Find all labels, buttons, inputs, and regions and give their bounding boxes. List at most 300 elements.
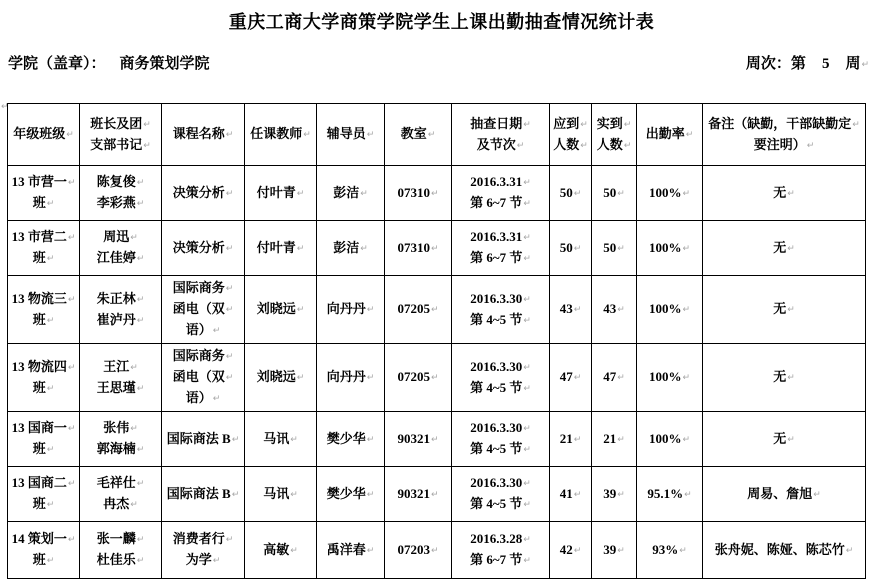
table-cell xyxy=(8,276,80,344)
paragraph-mark-icon: ↵ xyxy=(296,305,305,315)
header-cell xyxy=(80,104,162,166)
cell-line: 杜佳乐↵ xyxy=(96,552,145,567)
cell-line: 100%↵ xyxy=(648,301,691,316)
cell-line: 出勤率↵ xyxy=(645,126,694,141)
cell-line: 班↵ xyxy=(32,379,55,395)
college-line xyxy=(8,52,210,73)
week-number: 5 xyxy=(821,56,830,72)
paragraph-mark-icon: ↵ xyxy=(430,243,439,254)
paragraph-mark-icon: ↵ xyxy=(67,178,76,188)
cell-line: 50↵ xyxy=(603,184,625,200)
cell-line: 备注（缺勤，干部缺勤定↵ xyxy=(708,115,860,131)
paragraph-mark-icon: ↵ xyxy=(225,284,234,294)
cell-line: 禹洋春↵ xyxy=(326,541,375,557)
paragraph-mark-icon: ↵ xyxy=(136,294,145,305)
cell-line: 王思瑾↵ xyxy=(96,379,145,395)
cell-line: 李彩燕↵ xyxy=(96,195,145,210)
paragraph-mark-icon: ↵ xyxy=(573,305,582,315)
table-cell xyxy=(592,166,637,221)
cell-line: 语）↵ xyxy=(185,390,221,405)
table-cell xyxy=(592,412,637,467)
table-cell xyxy=(8,221,80,276)
cell-line: 13 市营一↵ xyxy=(11,174,76,189)
cell-line: 无↵ xyxy=(773,430,795,446)
college-name: 商务策划学院 xyxy=(119,56,210,72)
cell-line: 国际商法 B↵ xyxy=(166,430,240,446)
paragraph-mark-icon: ↵ xyxy=(617,434,625,445)
table-cell xyxy=(162,166,245,221)
cell-line: 毛祥仕↵ xyxy=(96,475,145,490)
table-cell xyxy=(162,276,245,344)
cell-line: 100%↵ xyxy=(648,239,691,255)
cell-line: 21↵ xyxy=(559,430,582,446)
header-cell xyxy=(385,104,452,166)
cell-line: 为学↵ xyxy=(185,552,221,567)
paragraph-mark-icon: ↵ xyxy=(225,305,234,315)
table-cell xyxy=(245,522,317,579)
table-cell xyxy=(245,221,317,276)
paragraph-mark-icon: ↵ xyxy=(212,394,221,404)
table-cell xyxy=(452,344,550,412)
table-header-row xyxy=(8,104,866,166)
paragraph-mark-icon: ↵ xyxy=(136,199,145,209)
cell-line: 无↵ xyxy=(773,369,795,384)
cell-line: 国际商法 B↵ xyxy=(166,485,240,501)
cell-line: 付叶青↵ xyxy=(256,239,305,255)
cell-line: 张舟妮、陈娅、陈芯竹↵ xyxy=(714,541,854,557)
table-cell xyxy=(550,221,592,276)
paragraph-mark-icon: ↵ xyxy=(136,383,145,394)
table-cell xyxy=(550,412,592,467)
table-cell xyxy=(703,412,866,467)
paragraph-mark-icon: ↵ xyxy=(225,373,234,383)
table-cell xyxy=(162,522,245,579)
table-cell xyxy=(162,221,245,276)
table-cell xyxy=(637,166,703,221)
paragraph-mark-icon: ↵ xyxy=(516,140,525,151)
table-cell xyxy=(80,344,162,412)
cell-line: 江佳婷↵ xyxy=(96,250,145,265)
cell-line: 及节次↵ xyxy=(476,136,525,152)
cell-line: 07310↵ xyxy=(397,239,439,255)
paragraph-mark-icon: ↵ xyxy=(130,500,138,510)
header-cell xyxy=(703,104,866,166)
cell-line: 班↵ xyxy=(32,552,55,567)
cell-line: 39↵ xyxy=(603,485,625,501)
table-cell xyxy=(452,467,550,522)
paragraph-mark-icon: ↵ xyxy=(787,434,795,445)
table-row xyxy=(8,166,866,221)
paragraph-mark-icon: ↵ xyxy=(787,188,795,199)
cell-line: 2016.3.28↵ xyxy=(470,531,531,546)
paragraph-mark-icon: ↵ xyxy=(46,254,55,264)
cell-line: 2016.3.30↵ xyxy=(470,358,531,374)
cell-line: 向丹丹↵ xyxy=(326,301,375,316)
paragraph-mark-icon: ↵ xyxy=(130,362,138,373)
table-cell xyxy=(8,166,80,221)
table-row xyxy=(8,221,866,276)
paragraph-mark-icon: ↵ xyxy=(623,119,632,130)
table-cell xyxy=(80,221,162,276)
paragraph-mark-icon: ↵ xyxy=(523,556,531,566)
cell-line: 辅导员↵ xyxy=(326,126,375,141)
cell-line: 2016.3.31↵ xyxy=(470,174,531,189)
paragraph-mark-icon: ↵ xyxy=(66,130,74,140)
paragraph-mark-icon: ↵ xyxy=(231,489,240,500)
cell-line: 樊少华↵ xyxy=(326,485,375,501)
table-cell xyxy=(8,522,80,579)
cell-line: 班↵ xyxy=(32,250,55,265)
cell-line: 周易、詹旭↵ xyxy=(747,485,821,501)
paragraph-mark-icon: ↵ xyxy=(617,188,625,199)
paragraph-mark-icon: ↵ xyxy=(617,305,625,315)
paragraph-mark-icon: ↵ xyxy=(136,535,145,545)
paragraph-mark-icon: ↵ xyxy=(212,556,221,566)
paragraph-mark-icon: ↵ xyxy=(682,243,691,254)
attendance-table xyxy=(7,103,866,579)
table-cell xyxy=(80,276,162,344)
cell-line: 高敏↵ xyxy=(263,541,298,557)
paragraph-mark-icon: ↵ xyxy=(366,130,375,140)
cell-line: 100%↵ xyxy=(648,430,691,446)
cell-line: 冉杰↵ xyxy=(103,496,138,511)
cell-line: 决策分析↵ xyxy=(172,239,234,255)
paragraph-mark-icon: ↵ xyxy=(573,545,582,556)
paragraph-mark-icon: ↵ xyxy=(852,119,860,130)
paragraph-mark-icon: ↵ xyxy=(679,545,687,556)
cell-line: 刘晓远↵ xyxy=(256,369,305,384)
cell-line: 43↵ xyxy=(559,301,582,316)
table-cell xyxy=(637,221,703,276)
paragraph-mark-icon: ↵ xyxy=(523,424,531,434)
paragraph-mark-icon: ↵ xyxy=(46,445,55,455)
table-cell xyxy=(245,344,317,412)
cell-line: 47↵ xyxy=(603,369,625,384)
cell-line: 马讯↵ xyxy=(263,485,298,501)
cell-line: 2016.3.30↵ xyxy=(470,290,531,306)
paragraph-mark-icon: ↵ xyxy=(360,243,368,254)
cell-line: 人数↵ xyxy=(553,136,588,152)
table-cell xyxy=(245,166,317,221)
table-cell xyxy=(8,412,80,467)
paragraph-mark-icon: ↵ xyxy=(290,489,298,500)
table-cell xyxy=(637,412,703,467)
table-row xyxy=(8,412,866,467)
paragraph-mark-icon: ↵ xyxy=(845,545,854,556)
cell-line: 42↵ xyxy=(559,541,582,557)
cell-line: 任课教师↵ xyxy=(250,126,311,141)
paragraph-mark-icon: ↵ xyxy=(366,373,375,383)
document-title: 重庆工商大学商策学院学生上课出勤抽查情况统计表 xyxy=(228,12,655,32)
cell-line: 马讯↵ xyxy=(263,430,298,446)
paragraph-mark-icon: ↵ xyxy=(296,188,305,199)
table-cell xyxy=(245,412,317,467)
paragraph-mark-icon: ↵ xyxy=(617,243,625,254)
cell-line: 国际商务↵ xyxy=(172,348,234,363)
table-cell xyxy=(550,522,592,579)
paragraph-mark-icon: ↵ xyxy=(67,424,76,434)
cell-line: 陈复俊↵ xyxy=(96,174,145,189)
cell-line: 100%↵ xyxy=(648,184,691,200)
college-label: 学院（盖章）： xyxy=(8,56,106,72)
paragraph-mark-icon: ↵ xyxy=(861,60,869,70)
cell-line: 函电（双↵ xyxy=(172,301,234,316)
paragraph-mark-icon: ↵ xyxy=(303,130,311,140)
cell-line: 07203↵ xyxy=(397,541,439,557)
paragraph-mark-icon: ↵ xyxy=(67,233,76,243)
table-cell xyxy=(317,276,385,344)
paragraph-mark-icon: ↵ xyxy=(523,119,531,130)
paragraph-mark-icon: ↵ xyxy=(523,500,531,510)
cell-line: 07205↵ xyxy=(397,369,439,384)
table-cell xyxy=(703,344,866,412)
cell-line: 人数↵ xyxy=(596,136,632,152)
paragraph-mark-icon: ↵ xyxy=(682,305,691,315)
cell-line: 年级班级↵ xyxy=(13,126,74,141)
paragraph-mark-icon: ↵ xyxy=(290,434,298,445)
cell-line: 刘晓远↵ xyxy=(256,301,305,316)
paragraph-mark-icon: ↵ xyxy=(430,434,439,445)
paragraph-mark-icon: ↵ xyxy=(623,140,632,151)
paragraph-mark-icon: ↵ xyxy=(225,188,234,199)
cell-line: 郭海楠↵ xyxy=(96,441,145,456)
document-page xyxy=(0,8,883,575)
paragraph-mark-icon: ↵ xyxy=(523,445,531,455)
cell-line: 应到↵ xyxy=(553,115,588,131)
paragraph-mark-icon: ↵ xyxy=(366,434,375,445)
paragraph-mark-icon: ↵ xyxy=(580,119,588,130)
table-row xyxy=(8,276,866,344)
table-cell xyxy=(592,276,637,344)
cell-line: 无↵ xyxy=(773,301,795,316)
cell-line: 支部书记↵ xyxy=(90,136,151,152)
header-cell xyxy=(8,104,80,166)
paragraph-mark-icon: ↵ xyxy=(360,188,368,199)
cell-line: 21↵ xyxy=(603,430,625,446)
paragraph-mark-icon: ↵ xyxy=(427,130,436,140)
paragraph-mark-icon: ↵ xyxy=(67,535,76,545)
cell-line: 第 6~7 节↵ xyxy=(470,552,531,567)
cell-line: 第 4~5 节↵ xyxy=(470,311,531,327)
table-cell xyxy=(317,412,385,467)
paragraph-mark-icon: ↵ xyxy=(296,243,305,254)
cell-line: 50↵ xyxy=(559,184,582,200)
paragraph-mark-icon: ↵ xyxy=(67,479,76,489)
cell-line: 90321↵ xyxy=(397,430,439,446)
cell-line: 朱正林↵ xyxy=(96,290,145,306)
paragraph-mark-icon: ↵ xyxy=(523,178,531,188)
cell-line: 实到↵ xyxy=(596,115,632,131)
paragraph-mark-icon: ↵ xyxy=(290,545,298,556)
cell-line: 第 6~7 节↵ xyxy=(470,250,531,265)
cell-line: 崔泸丹↵ xyxy=(96,311,145,327)
cell-line: 彭洁↵ xyxy=(333,184,368,200)
table-cell xyxy=(592,221,637,276)
table-cell xyxy=(162,344,245,412)
paragraph-mark-icon: ↵ xyxy=(143,140,151,151)
paragraph-mark-icon: ↵ xyxy=(523,254,531,264)
paragraph-mark-icon: ↵ xyxy=(682,434,691,445)
paragraph-mark-icon: ↵ xyxy=(143,119,151,130)
paragraph-mark-icon: ↵ xyxy=(617,545,625,556)
table-body xyxy=(8,166,866,579)
table-cell xyxy=(703,522,866,579)
cell-line: 43↵ xyxy=(603,301,625,316)
week-line xyxy=(746,52,869,73)
table-cell xyxy=(317,344,385,412)
table-cell xyxy=(452,276,550,344)
table-cell xyxy=(385,522,452,579)
cell-line: 班↵ xyxy=(32,496,55,511)
table-cell xyxy=(550,276,592,344)
table-cell xyxy=(452,412,550,467)
paragraph-mark-icon: ↵ xyxy=(430,489,439,500)
cell-line: 决策分析↵ xyxy=(172,184,234,200)
cell-line: 无↵ xyxy=(773,239,795,255)
cell-line: 13 物流三↵ xyxy=(11,290,76,306)
paragraph-mark-icon: ↵ xyxy=(67,294,76,305)
table-cell xyxy=(385,344,452,412)
paragraph-mark-icon: ↵ xyxy=(225,243,234,254)
cell-line: 2016.3.31↵ xyxy=(470,229,531,244)
table-row xyxy=(8,467,866,522)
paragraph-mark-icon: ↵ xyxy=(787,373,795,383)
table-cell xyxy=(550,467,592,522)
table-cell xyxy=(162,467,245,522)
table-cell xyxy=(8,344,80,412)
cell-line: 张一麟↵ xyxy=(96,531,145,546)
table-cell xyxy=(317,221,385,276)
cell-line: 樊少华↵ xyxy=(326,430,375,446)
table-cell xyxy=(385,221,452,276)
cell-line: 消费者行↵ xyxy=(172,531,234,546)
cell-line: 07205↵ xyxy=(397,301,439,316)
table-cell xyxy=(592,522,637,579)
paragraph-mark-icon: ↵ xyxy=(430,373,439,383)
paragraph-mark-icon: ↵ xyxy=(813,489,821,500)
paragraph-mark-icon: ↵ xyxy=(366,545,375,556)
cell-line: 抽查日期↵ xyxy=(470,115,531,131)
table-cell xyxy=(385,166,452,221)
paragraph-mark-icon: ↵ xyxy=(523,362,531,373)
cell-line: 要注明）↵ xyxy=(753,136,815,152)
paragraph-mark-icon: ↵ xyxy=(46,556,55,566)
paragraph-mark-icon: ↵ xyxy=(136,445,145,455)
table-cell xyxy=(452,522,550,579)
cell-line: 50↵ xyxy=(603,239,625,255)
header-cell xyxy=(452,104,550,166)
cell-line: 13 市营二↵ xyxy=(11,229,76,244)
cell-line: 41↵ xyxy=(559,485,582,501)
table-cell xyxy=(637,522,703,579)
cell-line: 95.1%↵ xyxy=(647,485,692,501)
paragraph-mark-icon: ↵ xyxy=(231,434,240,445)
cell-line: 第 6~7 节↵ xyxy=(470,195,531,210)
table-cell xyxy=(245,467,317,522)
header-cell xyxy=(162,104,245,166)
paragraph-mark-icon: ↵ xyxy=(46,383,55,394)
paragraph-mark-icon: ↵ xyxy=(46,199,55,209)
paragraph-mark-icon: ↵ xyxy=(573,434,582,445)
header-cell xyxy=(550,104,592,166)
table-cell xyxy=(317,522,385,579)
paragraph-mark-icon: ↵ xyxy=(523,479,531,489)
table-cell xyxy=(80,467,162,522)
table-cell xyxy=(385,467,452,522)
paragraph-mark-icon: ↵ xyxy=(617,489,625,500)
paragraph-mark-icon: ↵ xyxy=(573,489,582,500)
paragraph-mark-icon: ↵ xyxy=(682,373,691,383)
paragraph-mark-icon: ↵ xyxy=(366,489,375,500)
week-label: 周次：第 xyxy=(745,56,806,72)
table-cell xyxy=(703,276,866,344)
paragraph-mark-icon: ↵ xyxy=(136,178,145,188)
paragraph-mark-icon: ↵ xyxy=(136,479,145,489)
table-cell xyxy=(80,412,162,467)
table-cell xyxy=(550,166,592,221)
paragraph-mark-icon: ↵ xyxy=(573,243,582,254)
cell-line: 彭洁↵ xyxy=(333,239,368,255)
paragraph-mark-icon: ↵ xyxy=(225,535,234,545)
table-cell xyxy=(703,467,866,522)
cell-line: 班↵ xyxy=(32,195,55,210)
cell-line: 周迅↵ xyxy=(103,229,138,244)
paragraph-mark-icon: ↵ xyxy=(366,305,375,315)
table-cell xyxy=(385,412,452,467)
paragraph-mark-icon: ↵ xyxy=(523,535,531,545)
table-cell xyxy=(245,276,317,344)
paragraph-mark-icon: ↵ xyxy=(136,556,145,566)
cell-line: 90321↵ xyxy=(397,485,439,501)
cell-line: 王江↵ xyxy=(103,358,138,374)
paragraph-mark-icon: ↵ xyxy=(523,199,531,209)
paragraph-mark-icon: ↵ xyxy=(67,362,76,373)
table-cell xyxy=(703,166,866,221)
header-cell xyxy=(637,104,703,166)
table-row xyxy=(8,344,866,412)
cell-line: 39↵ xyxy=(603,541,625,557)
table-cell xyxy=(592,467,637,522)
cell-line: 13 国商二↵ xyxy=(11,475,76,490)
paragraph-mark-icon: ↵ xyxy=(685,130,694,140)
paragraph-mark-icon: ↵ xyxy=(130,424,138,434)
paragraph-mark-icon: ↵ xyxy=(430,188,439,199)
table-cell xyxy=(385,276,452,344)
table-cell xyxy=(80,166,162,221)
paragraph-mark-icon: ↵ xyxy=(430,545,439,556)
cell-line: 50↵ xyxy=(559,239,582,255)
cell-line: 13 国商一↵ xyxy=(11,420,76,435)
paragraph-mark-icon: ↵ xyxy=(130,233,138,243)
cell-line: 第 4~5 节↵ xyxy=(470,496,531,511)
table-cell xyxy=(80,522,162,579)
paragraph-mark-icon: ↵ xyxy=(46,315,55,326)
table-cell xyxy=(637,467,703,522)
cell-line: 2016.3.30↵ xyxy=(470,475,531,490)
paragraph-mark-icon: ↵ xyxy=(787,305,795,315)
table-cell xyxy=(317,467,385,522)
paragraph-mark-icon: ↵ xyxy=(296,373,305,383)
subheader xyxy=(8,52,869,73)
header-cell xyxy=(317,104,385,166)
cell-line: 班↵ xyxy=(32,311,55,327)
cell-line: 付叶青↵ xyxy=(256,184,305,200)
paragraph-mark-icon: ↵ xyxy=(46,500,55,510)
cell-line: 第 4~5 节↵ xyxy=(470,441,531,456)
paragraph-mark-icon: ↵ xyxy=(430,305,439,315)
paragraph-mark-icon: ↵ xyxy=(212,326,221,336)
table-cell xyxy=(637,344,703,412)
